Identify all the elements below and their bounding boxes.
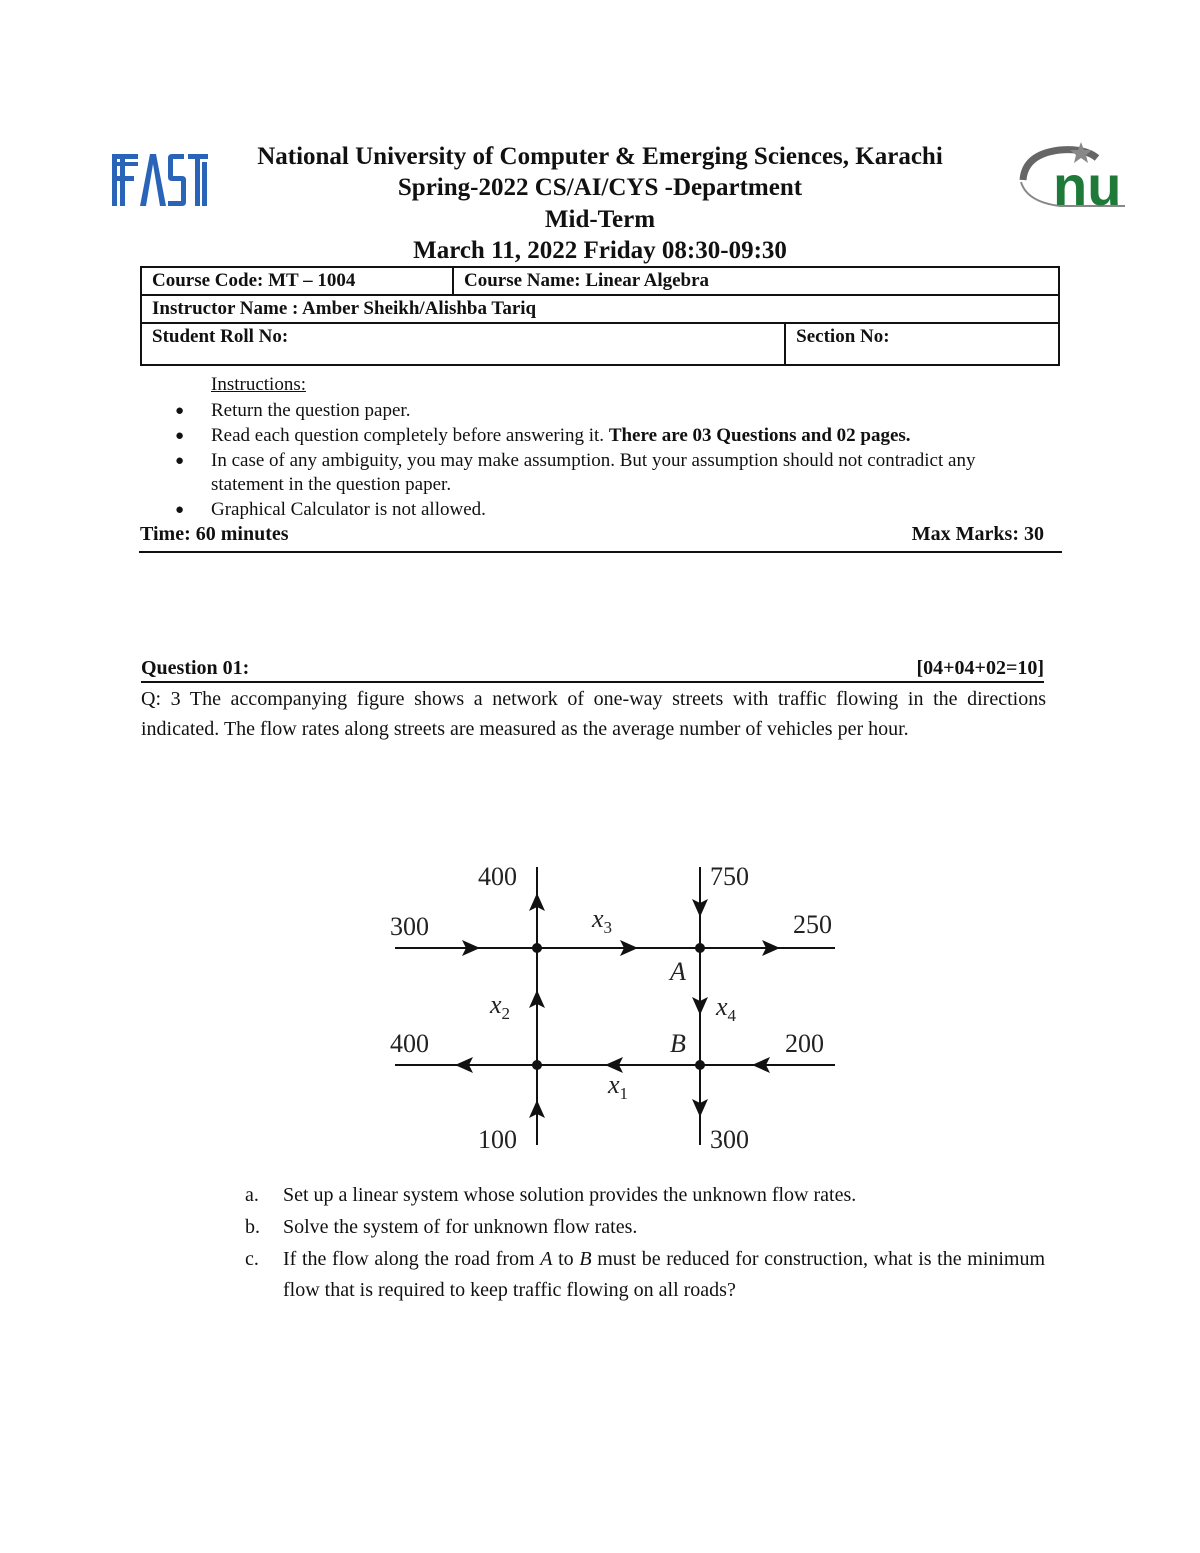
course-code: Course Code: MT – 1004: [141, 267, 453, 295]
label-right-top: 250: [793, 910, 832, 939]
node-top-left: [532, 943, 542, 953]
label-x2: $x_2$: [490, 990, 511, 1023]
instruction-bold: There are 03 Questions and 02 pages.: [608, 425, 911, 446]
department: Spring-2022 CS/AI/CYS -Department: [397, 174, 803, 201]
node-a-dot: [695, 943, 705, 953]
question-parts: [245, 1180, 1045, 1307]
section-no: Section No:: [785, 323, 1059, 365]
university-name: National University of Computer & Emerging Sciences, Karachi: [257, 143, 943, 170]
part-b: [245, 1212, 1045, 1243]
instructions-title: Instructions:: [211, 374, 306, 395]
question-title: Question 01:: [141, 657, 250, 679]
exam-date: March 11, 2022 Friday 08:30-09:30: [413, 237, 787, 264]
exam-type: Mid-Term: [544, 206, 656, 233]
part-c: [245, 1244, 1045, 1306]
traffic-network-diagram: [380, 855, 860, 1165]
question-header: [141, 655, 1044, 683]
course-info-table: [140, 266, 1060, 366]
label-x1: $x_1$: [608, 1070, 629, 1103]
node-b-dot: [695, 1060, 705, 1070]
label-right-bottom: 200: [785, 1029, 824, 1058]
label-bottom-left: 100: [478, 1125, 517, 1154]
label-top-left: 400: [478, 862, 517, 891]
question-marks: [04+04+02=10]: [916, 657, 1044, 679]
part-text: Solve the system of for unknown flow rates.: [283, 1216, 638, 1238]
part-label: b.: [245, 1216, 260, 1238]
divider: [139, 551, 1062, 553]
course-name: Course Name: Linear Algebra: [453, 267, 1059, 295]
max-marks: Max Marks: 30: [911, 523, 1044, 545]
label-x4: $x_4$: [716, 992, 737, 1025]
question-text: Q: 3 The accompanying figure shows a network of one-way streets with traffic flowing in the directions indicated. The flow rates along streets are measured as the average number of vehicles per hour.: [141, 688, 1046, 740]
instructor-name: Instructor Name : Amber Sheikh/Alishba Tariq: [141, 295, 1059, 323]
label-top-right: 750: [710, 862, 749, 891]
logo-right-text: nu: [1053, 154, 1122, 215]
part-label: a.: [245, 1184, 259, 1206]
part-a: [245, 1180, 1045, 1211]
time-limit: Time: 60 minutes: [140, 523, 289, 545]
time-marks-bar: [140, 523, 1044, 546]
instruction-item: ● Read each question completely before answering it. There are 03 Questions and 02 pages.: [211, 424, 1046, 448]
label-left-bottom: 400: [390, 1029, 429, 1058]
part-text: Set up a linear system whose solution provides the unknown flow rates.: [283, 1184, 857, 1206]
label-node-b: B: [670, 1029, 686, 1058]
student-roll-no: Student Roll No:: [141, 323, 785, 365]
label-left-top: 300: [390, 912, 429, 941]
label-x3: $x_3$: [592, 904, 613, 937]
instructions: [141, 373, 1046, 523]
part-label: c.: [245, 1248, 259, 1270]
instruction-item: ● In case of any ambiguity, you may make assumption. But your assumption should not contradict any statement in the question paper.: [211, 449, 1046, 497]
node-bottom-left: [532, 1060, 542, 1070]
part-text: If the flow along the road from A to B must be reduced for construction, what is the minimum flow that is required to keep traffic flowing on all roads?: [283, 1248, 1046, 1301]
label-node-a: A: [670, 957, 686, 986]
instruction-item: ● Graphical Calculator is not allowed.: [211, 498, 1046, 522]
label-bottom-right: 300: [710, 1125, 749, 1154]
instruction-item: ● Return the question paper.: [211, 399, 1046, 423]
